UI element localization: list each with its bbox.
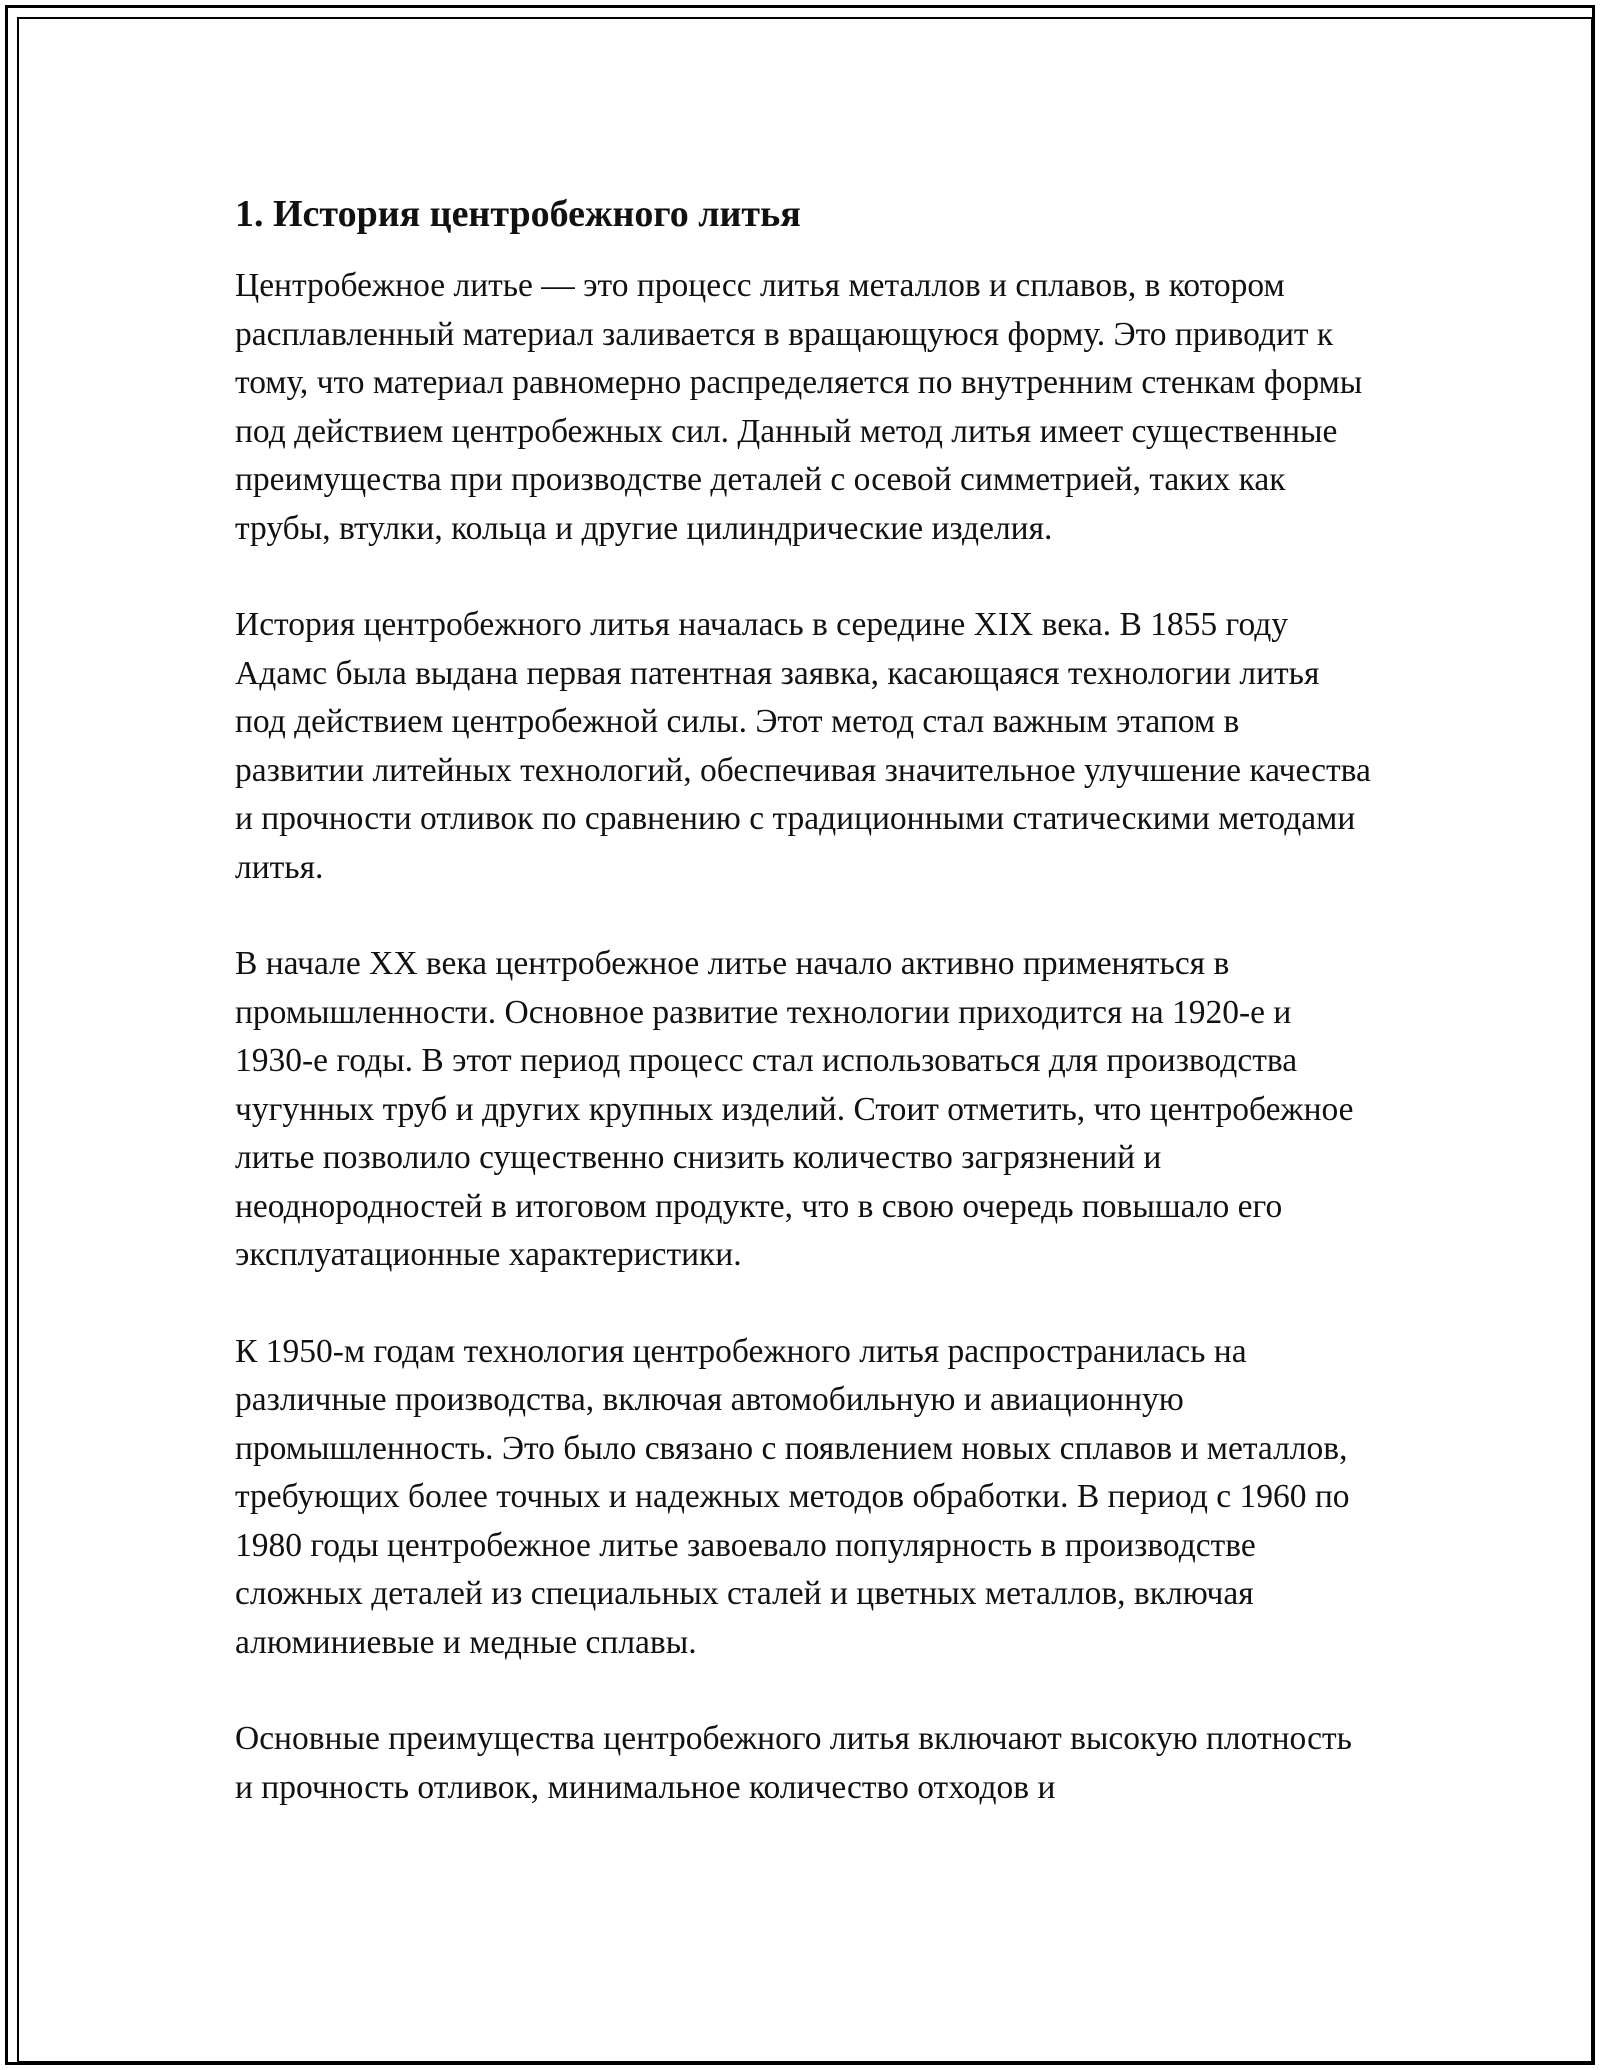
paragraph-1950s: К 1950-м годам технология центробежного литья распространилась на различные производства, включая автомобильную и авиационную промышленность. Это было связано с появлением новых сплавов и металлов, требующих более точных и надежных методов обработки. В период с 1960 по 1980 годы центробежное литье завоевало популярность в производстве сложных деталей из специальных сталей и цветных металлов, включая алюминиевые и медные сплавы. (235, 1332, 1350, 1661)
section-heading: 1. История центробежного литья (235, 193, 801, 235)
document-body (235, 188, 1375, 1860)
paragraph-intro: Центробежное литье — это процесс литья металлов и сплавов, в котором расплавленный материал заливается в вращающуюся форму. Это приводит к тому, что материал равномерно распределяется по внутренним стенкам формы под действием центробежных сил. Данный метод литья имеет существенные преимущества при производстве деталей с осевой симметрией, таких как трубы, втулки, кольца и другие цилиндрические изделия. (235, 267, 1363, 547)
paragraph-19th-century: История центробежного литья началась в середине XIX века. В 1855 году Адамс была выдана первая патентная заявка, касающаяся технологии литья под действием центробежной силы. Этот метод стал важным этапом в развитии литейных технологий, обеспечивая значительное улучшение качества и прочности отливок по сравнению с традиционными статическими методами литья. (235, 606, 1371, 886)
paragraph-advantages: Основные преимущества центробежного литья включают высокую плотность и прочность отливок, минимальное количество отходов и (235, 1720, 1352, 1806)
paragraph-20th-century: В начале XX века центробежное литье начало активно применяться в промышленности. Основное развитие технологии приходится на 1920-е и 1930-е годы. В этот период процесс стал использоваться для производства чугунных труб и других крупных изделий. Стоит отметить, что центробежное литье позволило существенно снизить количество загрязнений и неоднородностей в итоговом продукте, что в свою очередь повышало его эксплуатационные характеристики. (235, 945, 1354, 1273)
